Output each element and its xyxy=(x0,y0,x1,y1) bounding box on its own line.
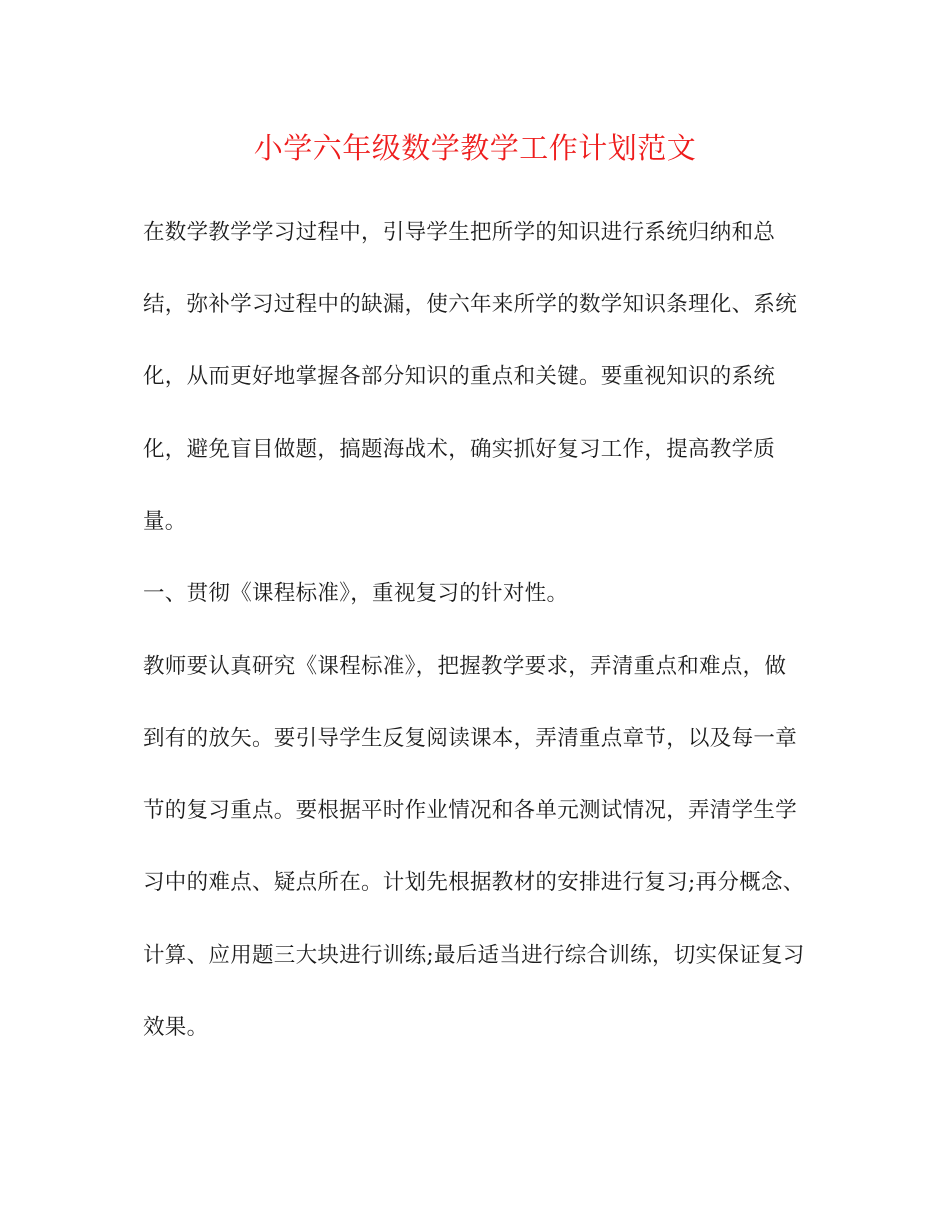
paragraph-1-line-1: 在数学教学学习过程中，引导学生把所学的知识进行系统归纳和总 xyxy=(143,220,776,245)
paragraph-1-line-2: 结，弥补学习过程中的缺漏，使六年来所学的数学知识条理化、系统 xyxy=(143,292,798,317)
paragraph-1-line-4: 化，避免盲目做题，搞题海战术，确实抓好复习工作，提高教学质 xyxy=(143,437,776,462)
paragraph-1-line-3: 化，从而更好地掌握各部分知识的重点和关键。要重视知识的系统 xyxy=(143,364,776,389)
paragraph-1-line-5: 量。 xyxy=(143,509,187,534)
section-heading-1: 一、贯彻《课程标准》，重视复习的针对性。 xyxy=(143,581,569,606)
paragraph-2-line-2: 到有的放矢。要引导学生反复阅读课本，弄清重点章节，以及每一章 xyxy=(143,726,798,751)
paragraph-2-line-5: 计算、应用题三大块进行训练;最后适当进行综合训练，切实保证复习 xyxy=(143,943,805,968)
paragraph-2-line-6: 效果。 xyxy=(143,1015,209,1040)
document-title: 小学六年级数学教学工作计划范文 xyxy=(253,131,697,165)
paragraph-2-line-4: 习中的难点、疑点所在。计划先根据教材的安排进行复习;再分概念、 xyxy=(143,870,805,895)
paragraph-2-line-1: 教师要认真研究《课程标准》，把握教学要求，弄清重点和难点，做 xyxy=(143,654,787,679)
paragraph-2-line-3: 节的复习重点。要根据平时作业情况和各单元测试情况，弄清学生学 xyxy=(143,798,798,823)
